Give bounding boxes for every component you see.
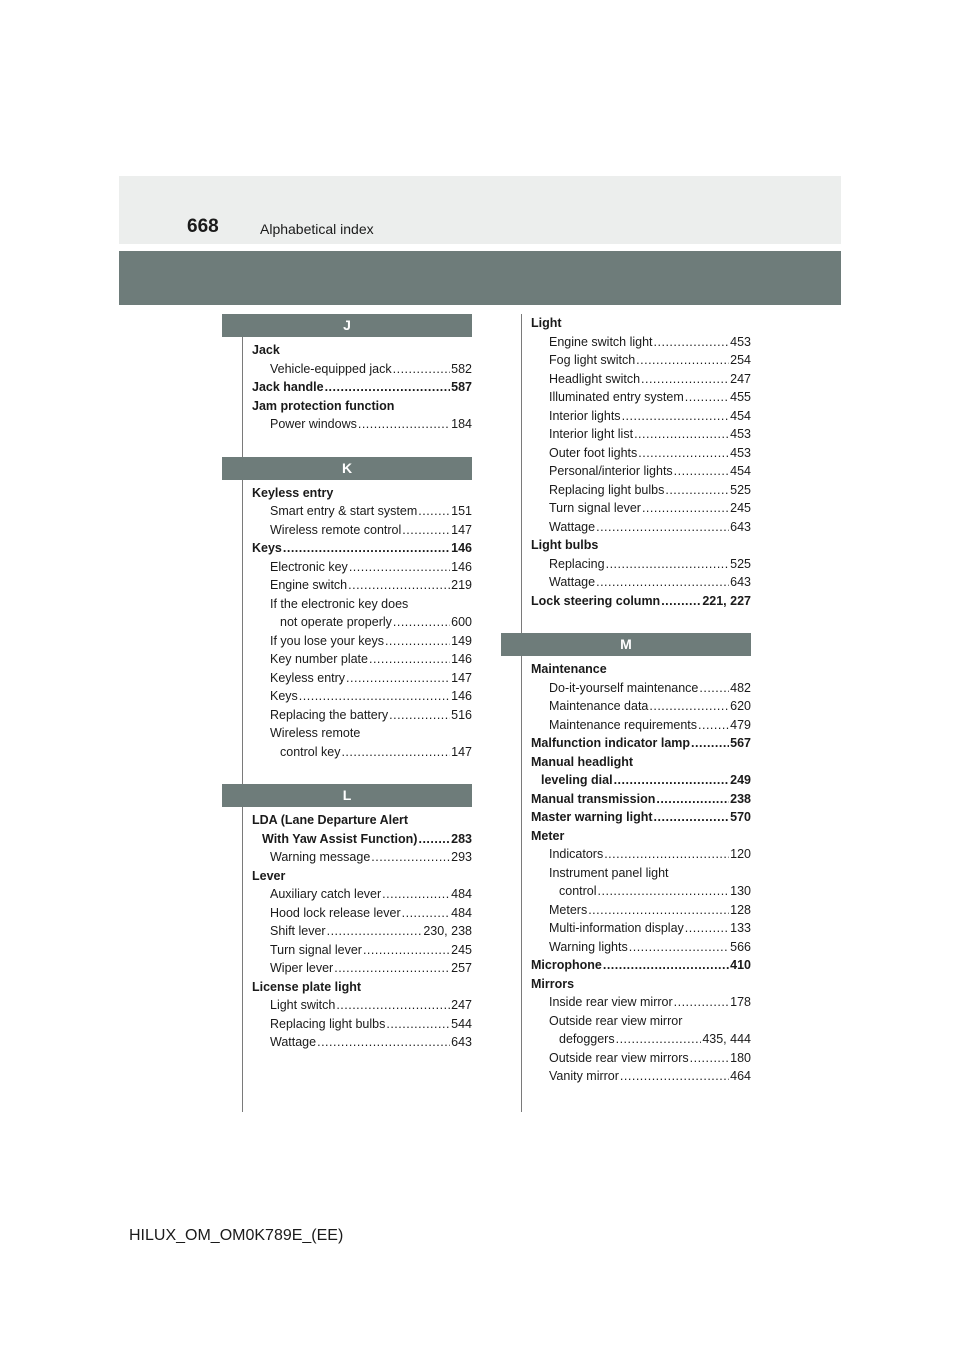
index-page-ref[interactable]: 516 xyxy=(451,707,472,722)
index-entry[interactable] xyxy=(521,845,751,864)
index-entry-label: Wattage xyxy=(549,575,596,589)
index-entry-label: Inside rear view mirror xyxy=(549,995,673,1009)
index-page-ref[interactable]: 544 xyxy=(451,1016,472,1031)
index-column-right xyxy=(521,314,751,1086)
index-entry[interactable] xyxy=(521,462,751,481)
index-page-ref[interactable]: 147 xyxy=(451,522,472,537)
dot-leader xyxy=(346,669,450,688)
dot-leader xyxy=(336,996,450,1015)
index-page-ref[interactable]: 455 xyxy=(730,390,751,404)
dot-leader xyxy=(654,333,730,352)
index-page-ref[interactable]: 146 xyxy=(451,652,472,666)
index-page-ref[interactable]: 146 xyxy=(451,559,472,574)
dot-leader xyxy=(348,576,450,595)
index-page-ref[interactable]: 453 xyxy=(730,427,751,441)
index-heading: Meter xyxy=(531,828,565,843)
index-entry-label: Maintenance data xyxy=(549,699,649,713)
index-entry-label: Light switch xyxy=(270,998,336,1012)
index-entry[interactable] xyxy=(521,592,751,611)
index-page-ref[interactable]: 184 xyxy=(451,417,472,431)
index-page-ref[interactable]: 454 xyxy=(730,408,751,423)
index-entry[interactable] xyxy=(521,407,751,426)
index-entry-label: Wireless remote control xyxy=(270,522,402,537)
index-page-ref[interactable]: 293 xyxy=(451,850,472,864)
index-entry[interactable] xyxy=(242,521,472,540)
index-entry[interactable] xyxy=(521,425,751,444)
index-entry[interactable] xyxy=(521,882,751,901)
index-entry-label: Electronic key xyxy=(270,559,348,574)
dot-leader xyxy=(642,499,729,518)
index-entry-label: If you lose your keys xyxy=(270,633,384,648)
index-entry-label: Fog light switch xyxy=(549,353,636,367)
dot-leader xyxy=(665,481,729,500)
header-band xyxy=(119,176,841,244)
dot-leader xyxy=(690,1049,730,1068)
index-page-ref[interactable]: 178 xyxy=(730,995,751,1009)
index-page-ref[interactable]: 410 xyxy=(730,958,751,972)
index-entry-label: Lock steering column xyxy=(531,593,661,608)
index-entry[interactable] xyxy=(521,444,751,463)
dot-leader xyxy=(418,830,450,849)
index-entry-label: Replacing light bulbs xyxy=(549,482,665,497)
index-entry[interactable] xyxy=(521,518,751,537)
index-heading: Keyless entry xyxy=(252,485,334,500)
index-entry[interactable] xyxy=(242,706,472,725)
index-entry[interactable] xyxy=(242,830,472,849)
dot-leader xyxy=(369,650,450,669)
index-entry[interactable] xyxy=(521,555,751,574)
index-entry-label: Headlight switch xyxy=(549,371,641,386)
index-page-ref[interactable]: 149 xyxy=(451,633,472,648)
index-entry[interactable] xyxy=(521,333,751,352)
dot-leader xyxy=(674,462,729,481)
index-page-ref[interactable]: 230, 238 xyxy=(423,924,472,938)
dot-leader xyxy=(656,790,729,809)
dot-leader xyxy=(620,1067,729,1086)
index-entry-label: Malfunction indicator lamp xyxy=(531,736,691,750)
dot-leader xyxy=(622,407,730,426)
index-page-ref[interactable]: 435, 444 xyxy=(702,1032,751,1046)
index-entry-label: Warning message xyxy=(270,850,371,864)
index-page-ref[interactable]: 180 xyxy=(730,1050,751,1065)
index-page-ref[interactable]: 245 xyxy=(730,501,751,515)
index-entry[interactable] xyxy=(242,941,472,960)
dot-leader xyxy=(614,771,730,790)
index-entry-label: Auxiliary catch lever xyxy=(270,887,382,901)
dot-leader xyxy=(317,1033,450,1052)
dot-leader xyxy=(691,734,729,753)
dot-leader xyxy=(389,706,450,725)
dot-leader xyxy=(629,938,729,957)
index-entry-label: Illuminated entry system xyxy=(549,390,684,404)
index-entry[interactable] xyxy=(521,679,751,698)
dot-leader xyxy=(402,904,451,923)
index-entry-label: Microphone xyxy=(531,958,602,972)
index-entry-label: Interior light list xyxy=(549,427,634,441)
index-page-ref[interactable]: 484 xyxy=(451,887,472,901)
dot-leader xyxy=(393,613,450,632)
dot-leader xyxy=(418,502,450,521)
index-entry-label: Outside rear view mirrors xyxy=(549,1050,689,1065)
index-entry-label: Turn signal lever xyxy=(270,942,362,957)
index-page-ref[interactable]: 249 xyxy=(730,773,751,787)
index-page-ref[interactable]: 482 xyxy=(730,680,751,695)
dot-leader xyxy=(334,959,450,978)
index-entry[interactable] xyxy=(242,558,472,577)
index-entry[interactable] xyxy=(242,687,472,706)
index-entry[interactable] xyxy=(242,885,472,904)
section-band xyxy=(119,251,841,305)
dot-leader xyxy=(604,845,729,864)
index-entry[interactable] xyxy=(521,956,751,975)
index-entry-label: Wattage xyxy=(270,1035,317,1049)
dot-leader xyxy=(636,351,729,370)
index-page-ref[interactable]: 479 xyxy=(730,717,751,732)
index-entry[interactable] xyxy=(521,790,751,809)
index-heading: Jam protection function xyxy=(252,398,395,413)
index-page-ref[interactable]: 643 xyxy=(451,1035,472,1049)
index-page-ref[interactable]: 600 xyxy=(451,615,472,629)
index-entry-label: Replacing light bulbs xyxy=(270,1016,386,1031)
index-entry[interactable] xyxy=(521,808,751,827)
index-page-ref[interactable]: 147 xyxy=(451,670,472,685)
letter-heading: M xyxy=(501,633,751,656)
index-entry[interactable] xyxy=(242,378,472,397)
index-page-ref[interactable]: 120 xyxy=(730,847,751,861)
index-entry-label: Keyless entry xyxy=(270,670,346,685)
letter-heading: J xyxy=(222,314,472,337)
index-column-left xyxy=(242,314,472,1052)
dot-leader xyxy=(641,370,729,389)
index-entry-label: Wiper lever xyxy=(270,961,334,975)
index-entry[interactable] xyxy=(521,901,751,920)
index-entry[interactable] xyxy=(521,499,751,518)
index-entry-label: Replacing xyxy=(549,556,605,571)
index-entry-label: Meters xyxy=(549,902,588,917)
index-page-ref[interactable]: 454 xyxy=(730,464,751,478)
index-heading: Maintenance xyxy=(531,662,607,676)
dot-leader xyxy=(661,592,701,611)
document-code: HILUX_OM_OM0K789E_(EE) xyxy=(129,1227,344,1244)
index-page-ref[interactable]: 147 xyxy=(451,744,472,759)
dot-leader xyxy=(363,941,450,960)
index-entry[interactable] xyxy=(242,743,472,762)
index-page-ref[interactable]: 146 xyxy=(451,541,472,555)
index-heading: Lever xyxy=(252,868,286,883)
index-heading: Light xyxy=(531,316,562,330)
index-entry[interactable] xyxy=(521,919,751,938)
index-entry[interactable] xyxy=(521,771,751,790)
dot-leader xyxy=(698,716,729,735)
index-page-ref[interactable]: 643 xyxy=(730,575,751,589)
index-entry-label: control xyxy=(559,884,597,898)
dot-leader xyxy=(598,882,730,901)
index-entry-label: Jack handle xyxy=(252,380,324,394)
index-entry[interactable] xyxy=(242,1015,472,1034)
index-entry-label: Multi-information display xyxy=(549,921,684,935)
dot-leader xyxy=(393,360,451,379)
index-entry[interactable] xyxy=(242,1033,472,1052)
index-entry[interactable] xyxy=(521,388,751,407)
index-entry[interactable] xyxy=(242,669,472,688)
index-entry[interactable] xyxy=(521,1030,751,1049)
index-entry-label: Interior lights xyxy=(549,408,621,423)
index-entry-label: Power windows xyxy=(270,417,357,431)
dot-leader xyxy=(685,919,729,938)
index-page-ref[interactable]: 566 xyxy=(730,939,751,954)
index-entry[interactable] xyxy=(521,370,751,389)
index-subheading: Instrument panel light xyxy=(549,865,669,880)
index-entry[interactable] xyxy=(242,360,472,379)
dot-leader xyxy=(341,743,450,762)
index-page-ref[interactable]: 587 xyxy=(451,380,472,394)
index-entry[interactable] xyxy=(521,734,751,753)
index-page-ref[interactable]: 151 xyxy=(451,504,472,518)
letter-heading: L xyxy=(222,784,472,807)
index-page-ref[interactable]: 146 xyxy=(451,689,472,703)
index-entry-label: Master warning light xyxy=(531,810,653,824)
index-page-ref[interactable]: 570 xyxy=(730,810,751,824)
dot-leader xyxy=(386,1015,450,1034)
index-page-ref[interactable]: 245 xyxy=(451,942,472,957)
dot-leader xyxy=(634,425,729,444)
index-entry[interactable] xyxy=(242,632,472,651)
index-entry-label: defoggers xyxy=(559,1032,615,1046)
index-heading: LDA (Lane Departure Alert xyxy=(252,813,409,827)
index-entry-label: leveling dial xyxy=(541,773,613,787)
dot-leader xyxy=(596,518,729,537)
index-entry[interactable] xyxy=(521,697,751,716)
dot-leader xyxy=(603,956,729,975)
index-page-ref[interactable]: 567 xyxy=(730,736,751,750)
index-entry-label: Do-it-yourself maintenance xyxy=(549,680,699,695)
index-entry[interactable] xyxy=(521,938,751,957)
index-entry[interactable] xyxy=(242,959,472,978)
page-title: Alphabetical index xyxy=(260,221,374,237)
index-page-ref[interactable]: 238 xyxy=(730,791,751,806)
index-entry-label: Warning lights xyxy=(549,939,628,954)
index-subheading: Outside rear view mirror xyxy=(549,1013,683,1028)
dot-leader xyxy=(382,885,450,904)
index-page-ref[interactable]: 128 xyxy=(730,902,751,917)
index-heading: Jack xyxy=(252,343,280,357)
index-entry[interactable] xyxy=(521,481,751,500)
index-entry-label: control key xyxy=(280,744,341,759)
index-page-ref[interactable]: 130 xyxy=(730,884,751,898)
index-entry[interactable] xyxy=(242,502,472,521)
index-page-ref[interactable]: 283 xyxy=(451,831,472,846)
index-page-ref[interactable]: 464 xyxy=(730,1069,751,1083)
index-entry[interactable] xyxy=(521,993,751,1012)
index-page-ref[interactable]: 525 xyxy=(730,482,751,497)
index-entry[interactable] xyxy=(242,650,472,669)
index-entry-label: Turn signal lever xyxy=(549,501,641,515)
index-entry-label: Maintenance requirements xyxy=(549,717,697,732)
dot-leader xyxy=(325,378,451,397)
dot-leader xyxy=(596,573,729,592)
index-entry-label: Outer foot lights xyxy=(549,445,638,460)
index-page-ref[interactable]: 525 xyxy=(730,556,751,571)
index-entry[interactable] xyxy=(242,613,472,632)
index-entry[interactable] xyxy=(521,1049,751,1068)
index-page-ref[interactable]: 247 xyxy=(451,998,472,1012)
index-heading: Manual headlight xyxy=(531,754,634,769)
index-entry[interactable] xyxy=(242,415,472,434)
index-entry-label: Key number plate xyxy=(270,652,368,666)
index-entry-label: Smart entry & start system xyxy=(270,504,418,518)
index-entry[interactable] xyxy=(242,922,472,941)
index-page-ref[interactable]: 453 xyxy=(730,334,751,349)
index-entry-label: Manual transmission xyxy=(531,791,656,806)
dot-leader xyxy=(674,993,730,1012)
index-entry-label: Personal/interior lights xyxy=(549,464,673,478)
dot-leader xyxy=(606,555,730,574)
index-page-ref[interactable]: 133 xyxy=(730,921,751,935)
index-heading: Light bulbs xyxy=(531,538,599,552)
dot-leader xyxy=(616,1030,702,1049)
dot-leader xyxy=(283,539,450,558)
index-entry[interactable] xyxy=(521,573,751,592)
index-entry-label: not operate properly xyxy=(280,615,392,629)
index-page-ref[interactable]: 453 xyxy=(730,445,751,460)
dot-leader xyxy=(349,558,450,577)
index-page-ref[interactable]: 257 xyxy=(451,961,472,975)
dot-leader xyxy=(638,444,729,463)
index-entry-label: Shift lever xyxy=(270,924,326,938)
letter-heading: K xyxy=(222,457,472,480)
dot-leader xyxy=(371,848,450,867)
index-page-ref[interactable]: 620 xyxy=(730,699,751,713)
index-subheading: Wireless remote xyxy=(270,726,361,740)
index-page-ref[interactable]: 219 xyxy=(451,578,472,592)
dot-leader xyxy=(699,679,729,698)
index-entry[interactable] xyxy=(242,996,472,1015)
index-entry-label: Hood lock release lever xyxy=(270,905,401,920)
index-entry-label: Keys xyxy=(252,541,282,555)
dot-leader xyxy=(385,632,450,651)
dot-leader xyxy=(299,687,450,706)
index-page-ref[interactable]: 254 xyxy=(730,353,751,367)
index-heading: License plate light xyxy=(252,979,362,994)
dot-leader xyxy=(588,901,729,920)
dot-leader xyxy=(649,697,729,716)
index-entry[interactable] xyxy=(242,904,472,923)
dot-leader xyxy=(327,922,423,941)
index-entry-label: Engine switch light xyxy=(549,334,653,349)
index-entry[interactable] xyxy=(521,716,751,735)
dot-leader xyxy=(685,388,729,407)
index-entry-label: Vanity mirror xyxy=(549,1069,619,1083)
dot-leader xyxy=(402,521,450,540)
index-subheading: If the electronic key does xyxy=(270,596,409,611)
index-entry[interactable] xyxy=(521,1067,751,1086)
index-page-ref[interactable]: 643 xyxy=(730,519,751,534)
index-entry-label: Vehicle-equipped jack xyxy=(270,361,392,376)
index-entry[interactable] xyxy=(242,848,472,867)
index-entry-label: Indicators xyxy=(549,847,604,861)
index-heading: Mirrors xyxy=(531,976,575,991)
index-page-ref[interactable]: 582 xyxy=(451,361,472,376)
index-page-ref[interactable]: 221, 227 xyxy=(702,593,751,608)
index-entry-label: Replacing the battery xyxy=(270,707,389,722)
index-entry-label: Engine switch xyxy=(270,578,348,592)
index-entry-label: Keys xyxy=(270,689,298,703)
index-page-ref[interactable]: 247 xyxy=(730,371,751,386)
index-entry[interactable] xyxy=(521,351,751,370)
dot-leader xyxy=(358,415,450,434)
page-number: 668 xyxy=(187,216,219,237)
index-entry[interactable] xyxy=(242,576,472,595)
index-entry-label: With Yaw Assist Function) xyxy=(262,831,418,846)
index-entry[interactable] xyxy=(242,539,472,558)
index-page-ref[interactable]: 484 xyxy=(451,905,472,920)
index-entry-label: Wattage xyxy=(549,519,596,534)
dot-leader xyxy=(654,808,730,827)
